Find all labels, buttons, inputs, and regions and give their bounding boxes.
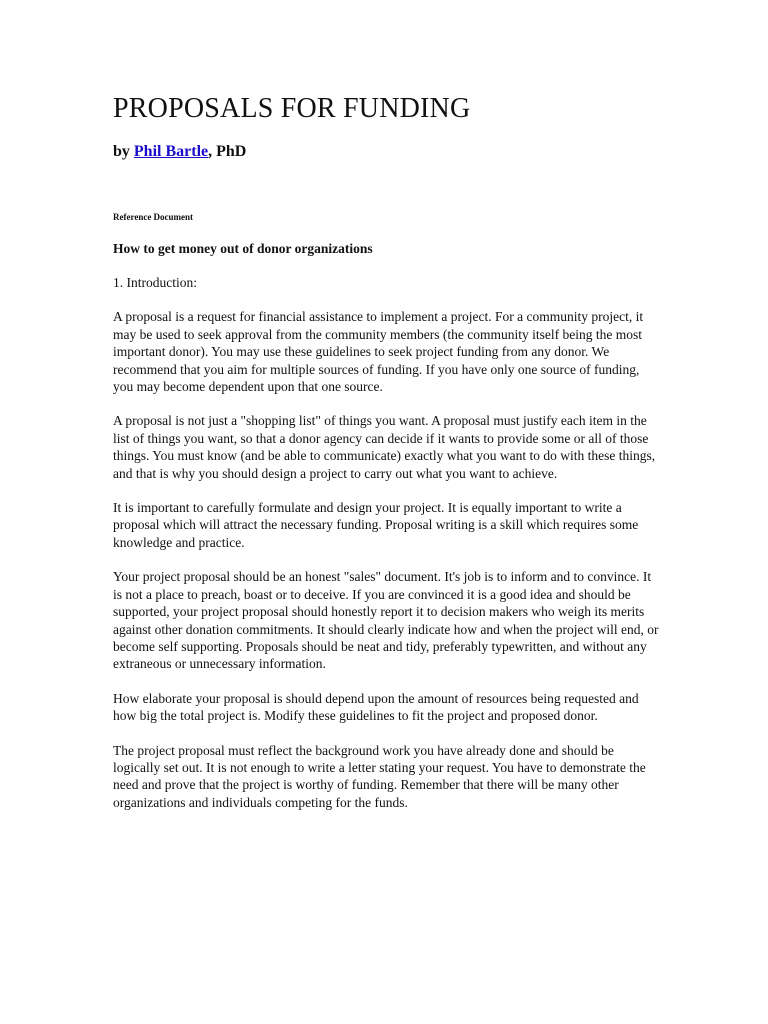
document-page <box>113 92 659 811</box>
paragraph-4: Your project proposal should be an honest "sales" document. It's job is to inform and to convince. It is not a place to preach, boast or to deceive. If you are convinced it is a good idea and should be supported, your project proposal should honestly report it to decision makers who weigh its merits against other donation commitments. It should clearly indicate how and when the project will end, or become self supporting. Proposals should be neat and tidy, preferably typewritten, and without any extraneous or unnecessary information. <box>113 569 659 672</box>
paragraph-3: It is important to carefully formulate and design your project. It is equally important to write a proposal which will attract the necessary funding. Proposal writing is a skill which requires some knowledge and practice. <box>113 500 639 550</box>
byline-prefix: by <box>113 143 134 160</box>
page-title: PROPOSALS FOR FUNDING <box>113 93 471 124</box>
paragraph-2: A proposal is not just a "shopping list" of things you want. A proposal must justify each item in the list of things you want, so that a donor agency can decide if it wants to provide some or all of those things. You must know (and be able to communicate) exactly what you want to do with these things, and that is why you should design a project to carry out what you want to achieve. <box>113 413 656 481</box>
byline <box>113 142 659 162</box>
paragraph-6: The project proposal must reflect the background work you have already done and should be logically set out. It is not enough to write a letter stating your request. You have to demonstrate the need and prove that the project is worthy of funding. Remember that there will be many other organizations and individuals competing for the funds. <box>113 742 646 810</box>
paragraph-5: How elaborate your proposal is should depend upon the amount of resources being requested and how big the total project is. Modify these guidelines to fit the project and proposed donor. <box>113 690 639 724</box>
author-link[interactable]: Phil Bartle <box>133 143 209 160</box>
reference-label: Reference Document <box>113 212 194 222</box>
byline-suffix: , PhD <box>208 143 247 160</box>
subtitle: How to get money out of donor organizations <box>113 241 373 256</box>
paragraph-1: A proposal is a request for financial assistance to implement a project. For a community project, it may be used to seek approval from the community members (the community itself being the most important donor). You may use these guidelines to seek project funding from any donor. We recommend that you aim for multiple sources of funding. If you have only one source of funding, you may become dependent upon that one source. <box>113 309 644 395</box>
section-heading: 1. Introduction: <box>113 275 197 290</box>
